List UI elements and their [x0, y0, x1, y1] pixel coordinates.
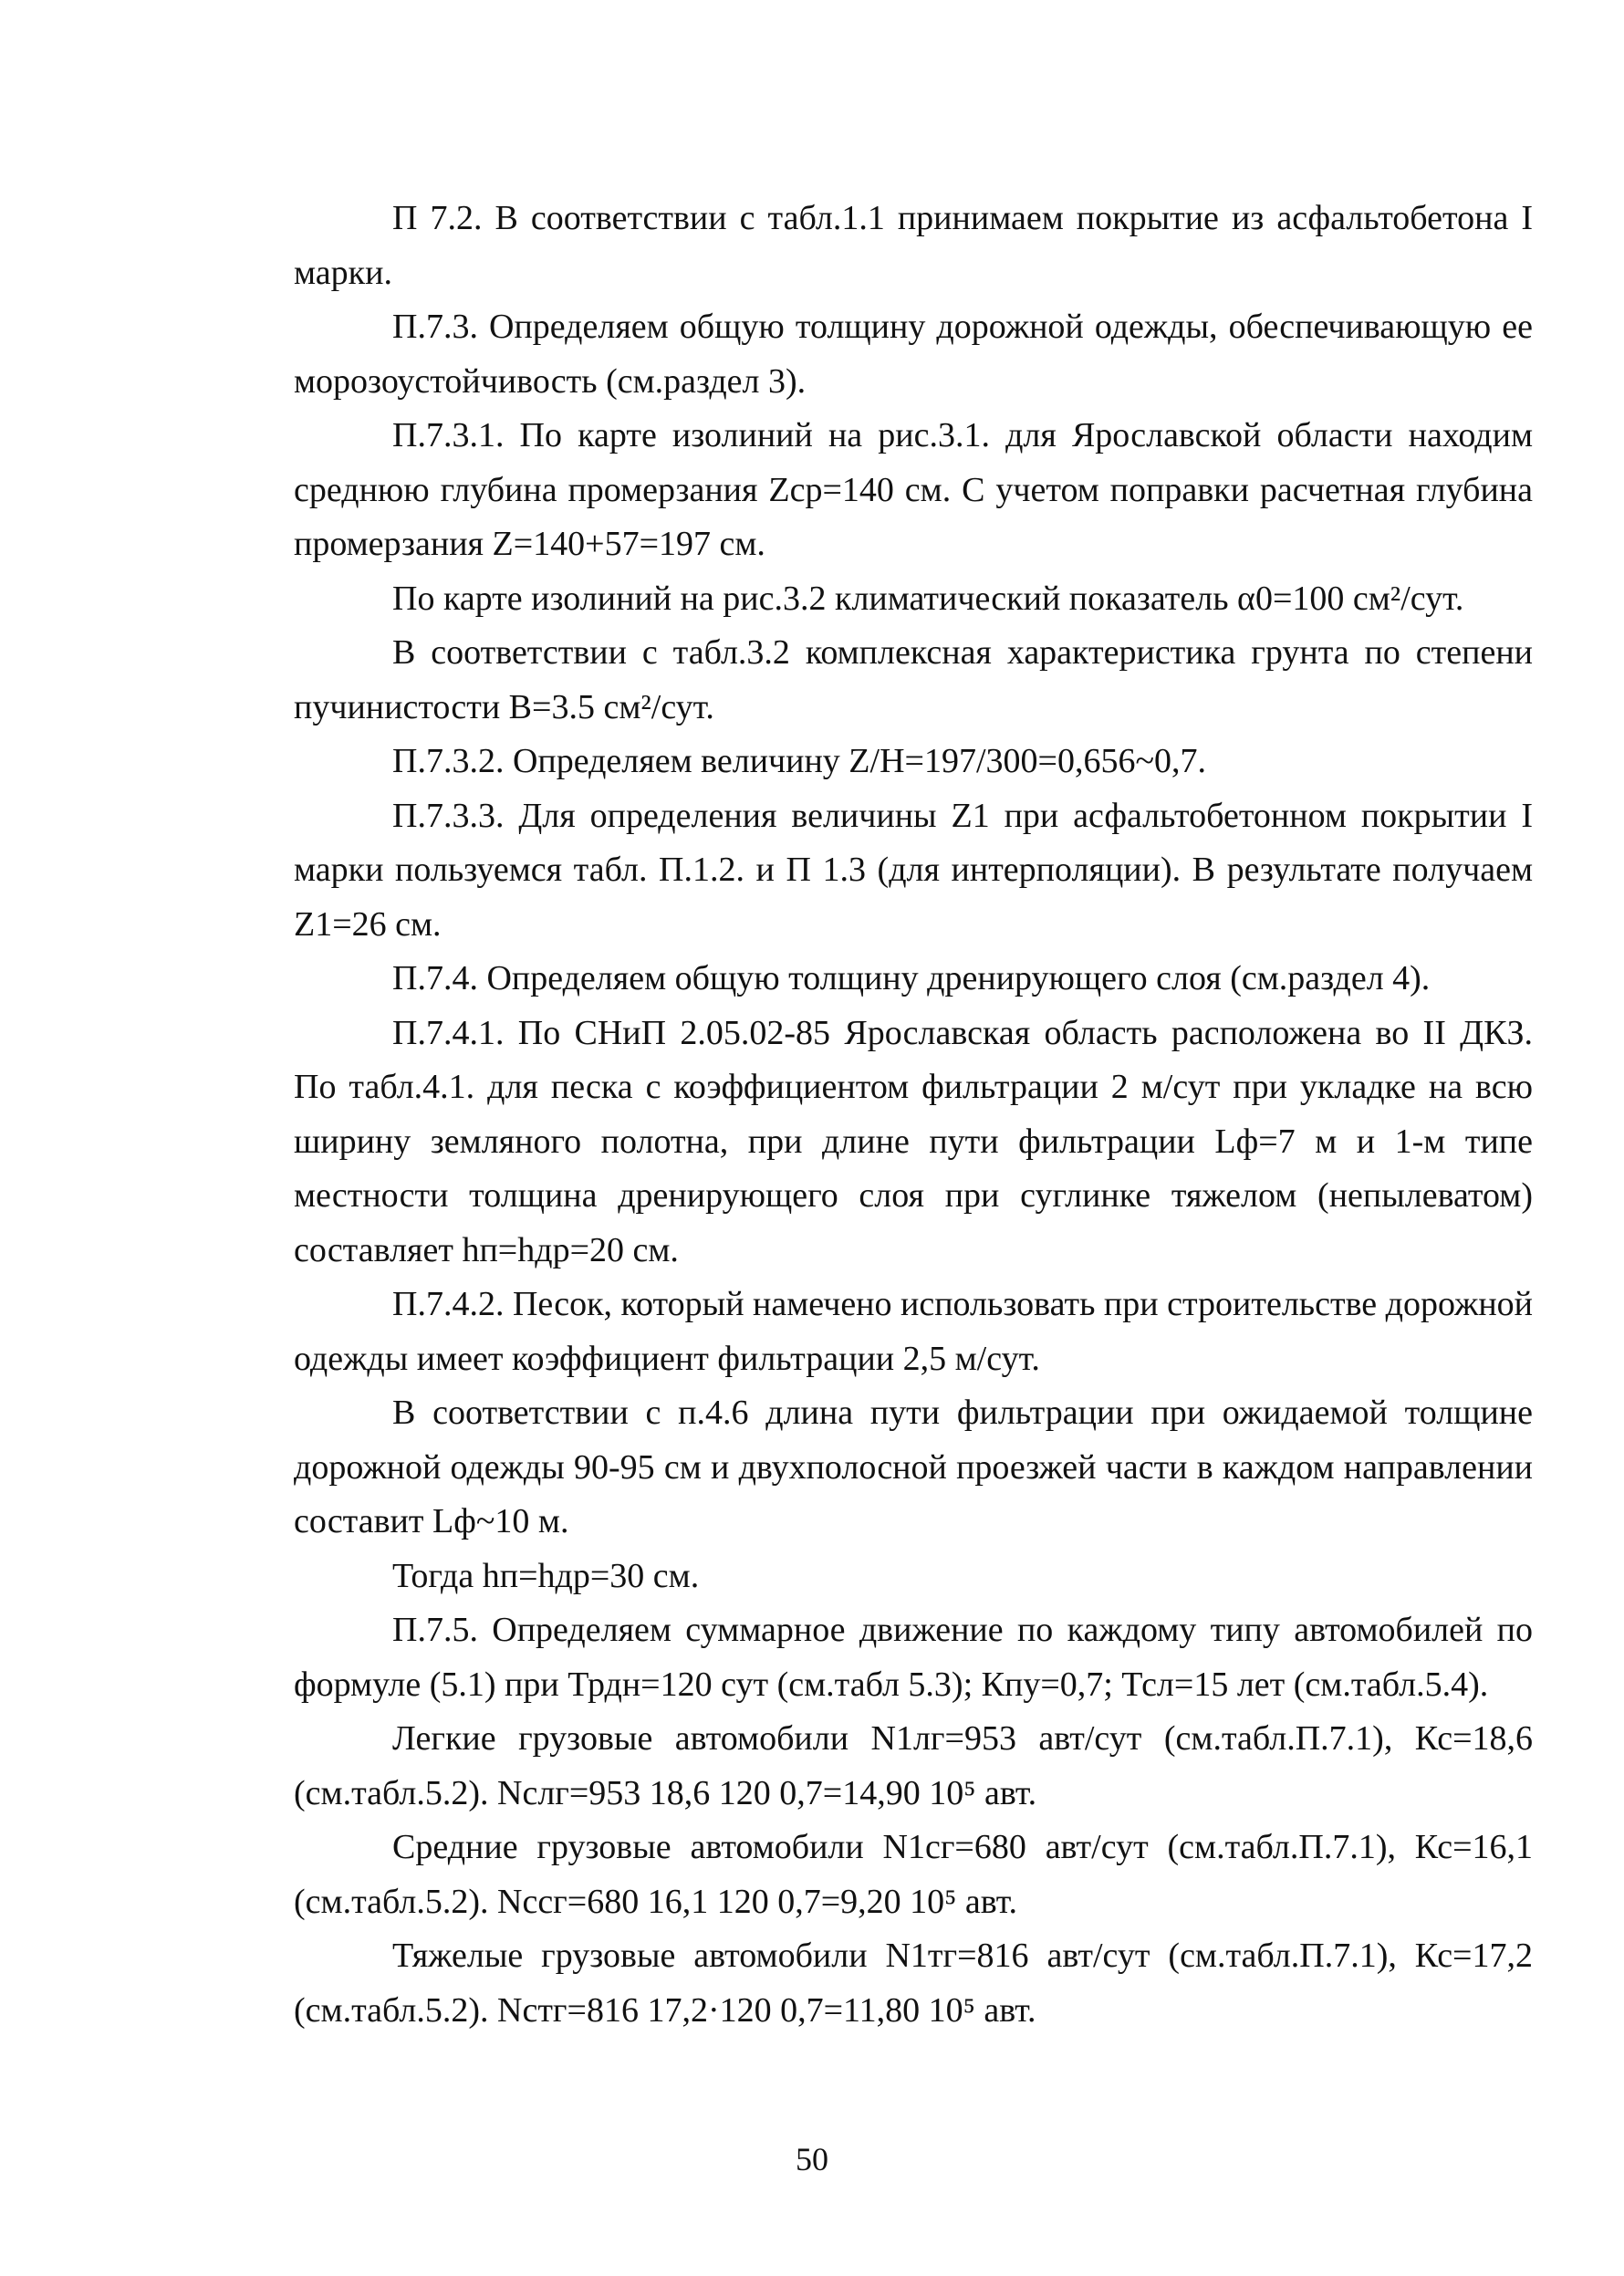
page-number: 50: [796, 2141, 828, 2177]
document-body: [294, 192, 1533, 2038]
paragraph-7-4-2: П.7.4.2. Песок, который намечено использовать при строительстве дорожной одежды имеет коэффициент фильтрации 2,5 м/сут.: [294, 1285, 1533, 1378]
paragraph-7-3-2: П.7.3.2. Определяем величину Z/H=197/300=0,656~0,7.: [392, 742, 1206, 780]
paragraph-heavy-trucks: Тяжелые грузовые автомобили N1тг=816 авт/сут (см.табл.П.7.1), Кс=17,2 (см.табл.5.2). Nстг=816 17,2·120 0,7=11,80 10⁵ авт.: [294, 1937, 1533, 2030]
paragraph-7-4: П.7.4. Определяем общую толщину дренирующего слоя (см.раздел 4).: [392, 959, 1431, 997]
paragraph-7-3-3: П.7.3.3. Для определения величины Z1 при асфальтобетонном покрытии I марки пользуемся табл. П.1.2. и П 1.3 (для интерполяции). В результате получаем Z1=26 см.: [294, 796, 1533, 944]
paragraph-7-3: П.7.3. Определяем общую толщину дорожной одежды, обеспечивающую ее морозоустойчивость (см.раздел 3).: [294, 308, 1533, 401]
paragraph-layer-thickness: Тогда hп=hдр=30 см.: [392, 1556, 700, 1595]
paragraph-7-3-1: П.7.3.1. По карте изолиний на рис.3.1. для Ярославской области находим среднюю глубина промерзания Zср=140 см. С учетом поправки расчетная глубина промерзания Z=140+57=197 см.: [294, 416, 1533, 563]
paragraph-7-4-1: П.7.4.1. По СНиП 2.05.02-85 Ярославская область расположена во II ДКЗ. По табл.4.1. для песка с коэффициентом фильтрации 2 м/сут при укладке на всю ширину земляного полотна, при длине пути фильтрации Lф=7 м и 1-м типе местности толщина дренирующего слоя при суглинке тяжелом (непылеватом) составляет hп=hдр=20 см.: [294, 1013, 1533, 1269]
paragraph-filtration-length: В соответствии с п.4.6 длина пути фильтрации при ожидаемой толщине дорожной одежды 90-95 см и двухполосной проезжей части в каждом направлении составит Lф~10 м.: [294, 1394, 1533, 1540]
paragraph-7-5: П.7.5. Определяем суммарное движение по каждому типу автомобилей по формуле (5.1) при Трдн=120 сут (см.табл 5.3); Кпу=0,7; Тсл=15 лет (см.табл.5.4).: [294, 1611, 1533, 1704]
paragraph-climate-index: По карте изолиний на рис.3.2 климатический показатель α0=100 см²/сут.: [392, 579, 1464, 618]
paragraph-7-2: П 7.2. В соответствии с табл.1.1 принимаем покрытие из асфальтобетона I марки.: [294, 199, 1533, 292]
paragraph-soil-characteristic: В соответствии с табл.3.2 комплексная характеристика грунта по степени пучинистости B=3.5 см²/сут.: [294, 633, 1533, 726]
paragraph-medium-trucks: Средние грузовые автомобили N1сг=680 авт/сут (см.табл.П.7.1), Кс=16,1 (см.табл.5.2). Nссг=680 16,1 120 0,7=9,20 10⁵ авт.: [294, 1828, 1533, 1921]
paragraph-light-trucks: Легкие грузовые автомобили N1лг=953 авт/сут (см.табл.П.7.1), Кс=18,6 (см.табл.5.2). Nслг=953 18,6 120 0,7=14,90 10⁵ авт.: [294, 1719, 1533, 1812]
